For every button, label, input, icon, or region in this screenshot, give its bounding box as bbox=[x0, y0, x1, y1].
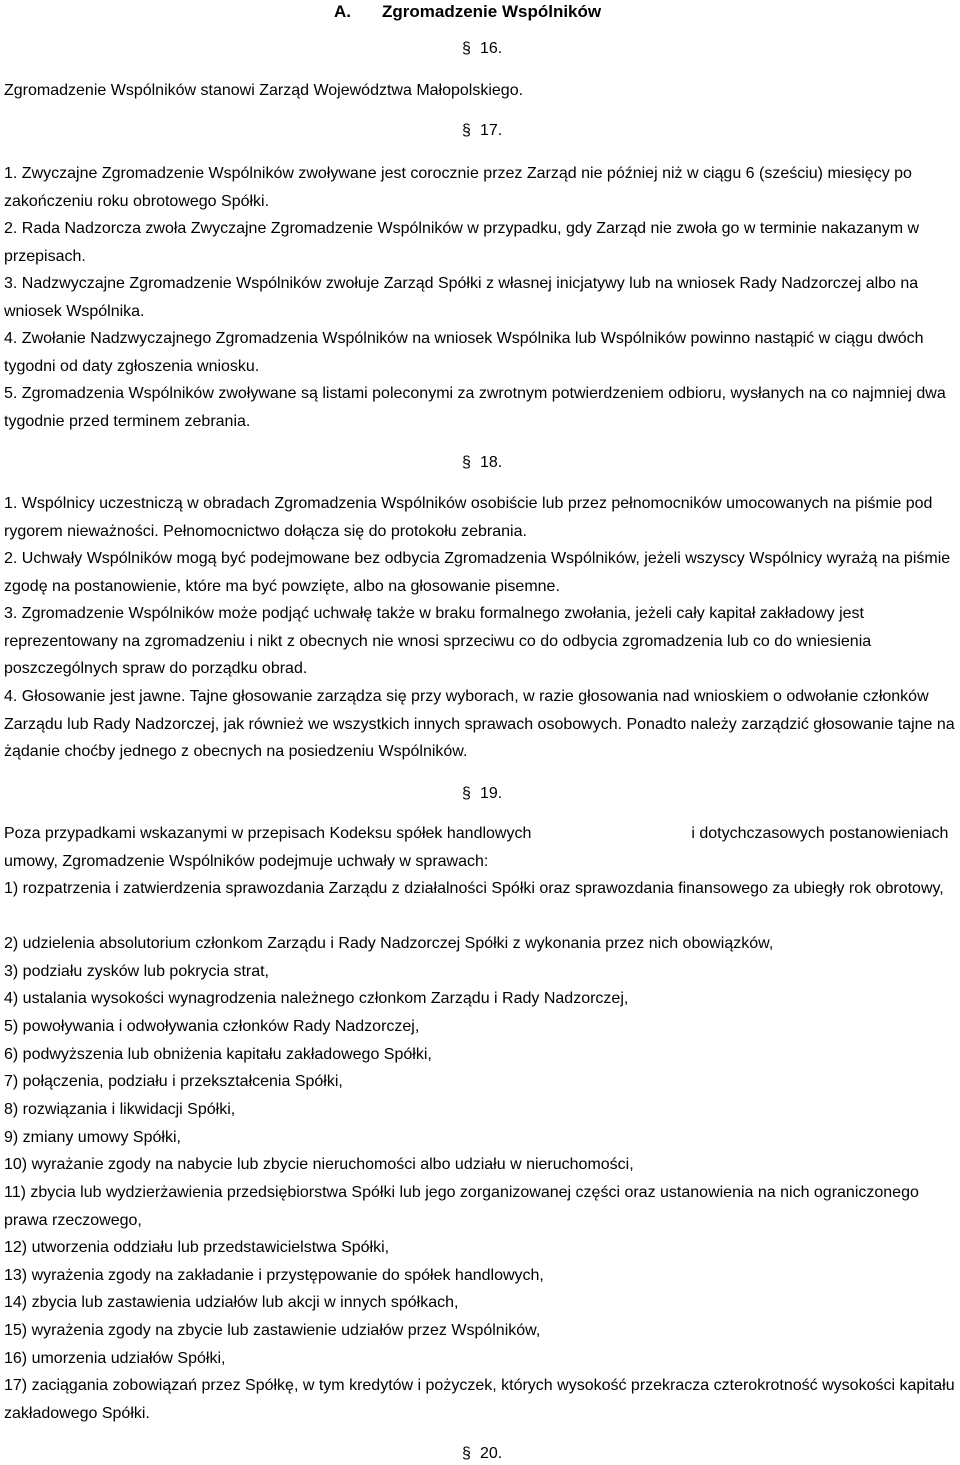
section-16-paragraph: Zgromadzenie Wspólników stanowi Zarząd Województwa Małopolskiego. bbox=[4, 82, 524, 99]
section-17-paragraph-5: 5. Zgromadzenia Wspólników zwoływane są listami poleconymi za zwrotnym potwierdzeniem odbioru, wysłanych na co najmniej dwa tygodnie przed terminem zebrania. bbox=[4, 385, 946, 430]
chapter-heading bbox=[334, 1, 601, 23]
section-number-19: § 19. bbox=[462, 785, 503, 802]
section-symbol: § bbox=[462, 454, 471, 471]
chapter-letter: A. bbox=[334, 2, 351, 21]
section-symbol: § bbox=[462, 122, 471, 139]
list-item: 10) wyrażanie zgody na nabycie lub zbycie nieruchomości albo udziału w nieruchomości, bbox=[4, 1156, 634, 1173]
list-item: 2) udzielenia absolutorium członkom Zarządu i Rady Nadzorczej Spółki z wykonania przez nich obowiązków, bbox=[4, 935, 774, 952]
section-17-paragraph-4: 4. Zwołanie Nadzwyczajnego Zgromadzenia Wspólników na wniosek Wspólnika lub Wspólników powinno nastąpić w ciągu dwóch tygodni od daty zgłoszenia wniosku. bbox=[4, 330, 924, 375]
list-item: 14) zbycia lub zastawienia udziałów lub akcji w innych spółkach, bbox=[4, 1294, 459, 1311]
list-item: 4) ustalania wysokości wynagrodzenia należnego członkom Zarządu i Rady Nadzorczej, bbox=[4, 990, 629, 1007]
list-item: 9) zmiany umowy Spółki, bbox=[4, 1129, 181, 1146]
section-number-16: § 16. bbox=[462, 40, 503, 57]
section-number-20: § 20. bbox=[462, 1445, 503, 1462]
list-item: 17) zaciągania zobowiązań przez Spółkę, w tym kredytów i pożyczek, których wysokość przekracza czterokrotność wysokości kapitału zakładowego Spółki. bbox=[4, 1377, 955, 1422]
section-18-paragraph-4: 4. Głosowanie jest jawne. Tajne głosowanie zarządza się przy wyborach, w razie głosowania nad wnioskiem o odwołanie członków Zarządu lub Rady Nadzorczej, jak również we wszystkich innych sprawach osobowych. Ponadto należy zarządzić głosowanie tajne na żądanie choćby jednego z obecnych na posiedzeniu Wspólników. bbox=[4, 688, 955, 760]
section-number-17: § 17. bbox=[462, 122, 503, 139]
section-18-paragraph-3: 3. Zgromadzenie Wspólników może podjąć uchwałę także w braku formalnego zwołania, jeżeli cały kapitał zakładowy jest reprezentowany na zgromadzeniu i nikt z obecnych nie wnosi sprzeciwu co do odbycia zgromadzenia lub co do wniesienia poszczególnych spraw do porządku obrad. bbox=[4, 605, 872, 677]
list-item: 7) połączenia, podziału i przekształcenia Spółki, bbox=[4, 1073, 343, 1090]
list-item: 6) podwyższenia lub obniżenia kapitału zakładowego Spółki, bbox=[4, 1046, 432, 1063]
section-symbol: § bbox=[462, 1445, 471, 1462]
list-item: 15) wyrażenia zgody na zbycie lub zastawienie udziałów przez Wspólników, bbox=[4, 1322, 541, 1339]
chapter-title: Zgromadzenie Wspólników bbox=[382, 2, 602, 21]
section-17-paragraph-2: 2. Rada Nadzorcza zwoła Zwyczajne Zgromadzenie Wspólników w przypadku, gdy Zarząd nie zwoła go w terminie nakazanym w przepisach. bbox=[4, 220, 920, 265]
list-item: 1) rozpatrzenia i zatwierdzenia sprawozdania Zarządu z działalności Spółki oraz sprawozdania finansowego za ubiegły rok obrotowy, bbox=[4, 880, 944, 897]
list-item: 12) utworzenia oddziału lub przedstawicielstwa Spółki, bbox=[4, 1239, 390, 1256]
list-item: 16) umorzenia udziałów Spółki, bbox=[4, 1350, 226, 1367]
section-18-paragraph-2: 2. Uchwały Wspólników mogą być podejmowane bez odbycia Zgromadzenia Wspólników, jeżeli wszyscy Wspólnicy wyrażą na piśmie zgodę na postanowienie, które ma być powzięte, albo na głosowanie pisemne. bbox=[4, 550, 951, 595]
section-symbol: § bbox=[462, 40, 471, 57]
list-item: 8) rozwiązania i likwidacji Spółki, bbox=[4, 1101, 236, 1118]
list-item: 3) podziału zysków lub pokrycia strat, bbox=[4, 963, 269, 980]
list-item: 11) zbycia lub wydzierżawienia przedsiębiorstwa Spółki lub jego zorganizowanej części oraz ustanowienia na nich ograniczonego prawa rzeczowego, bbox=[4, 1184, 919, 1229]
section-17-paragraph-3: 3. Nadzwyczajne Zgromadzenie Wspólników zwołuje Zarząd Spółki z własnej inicjatywy lub na wniosek Rady Nadzorczej albo na wniosek Wspólnika. bbox=[4, 275, 919, 320]
list-item: 5) powoływania i odwoływania członków Rady Nadzorczej, bbox=[4, 1018, 420, 1035]
section-19-intro-part1: Poza przypadkami wskazanymi w przepisach Kodeksu spółek handlowych bbox=[4, 825, 532, 842]
section-17-paragraph-1: 1. Zwyczajne Zgromadzenie Wspólników zwoływane jest corocznie przez Zarząd nie później niż w ciągu 6 (sześciu) miesięcy po zakończeniu roku obrotowego Spółki. bbox=[4, 165, 912, 210]
section-number-18: § 18. bbox=[462, 454, 503, 471]
section-19-intro-part2: i dotychczasowych postanowieniach umowy, Zgromadzenie Wspólników podejmuje uchwały w sprawach: bbox=[4, 825, 949, 870]
list-item: 13) wyrażenia zgody na zakładanie i przystępowanie do spółek handlowych, bbox=[4, 1267, 544, 1284]
section-19-intro bbox=[4, 820, 956, 875]
section-symbol: § bbox=[462, 785, 471, 802]
section-18-paragraph-1: 1. Wspólnicy uczestniczą w obradach Zgromadzenia Wspólników osobiście lub przez pełnomocników umocowanych na piśmie pod rygorem nieważności. Pełnomocnictwo dołącza się do protokołu zebrania. bbox=[4, 495, 933, 540]
